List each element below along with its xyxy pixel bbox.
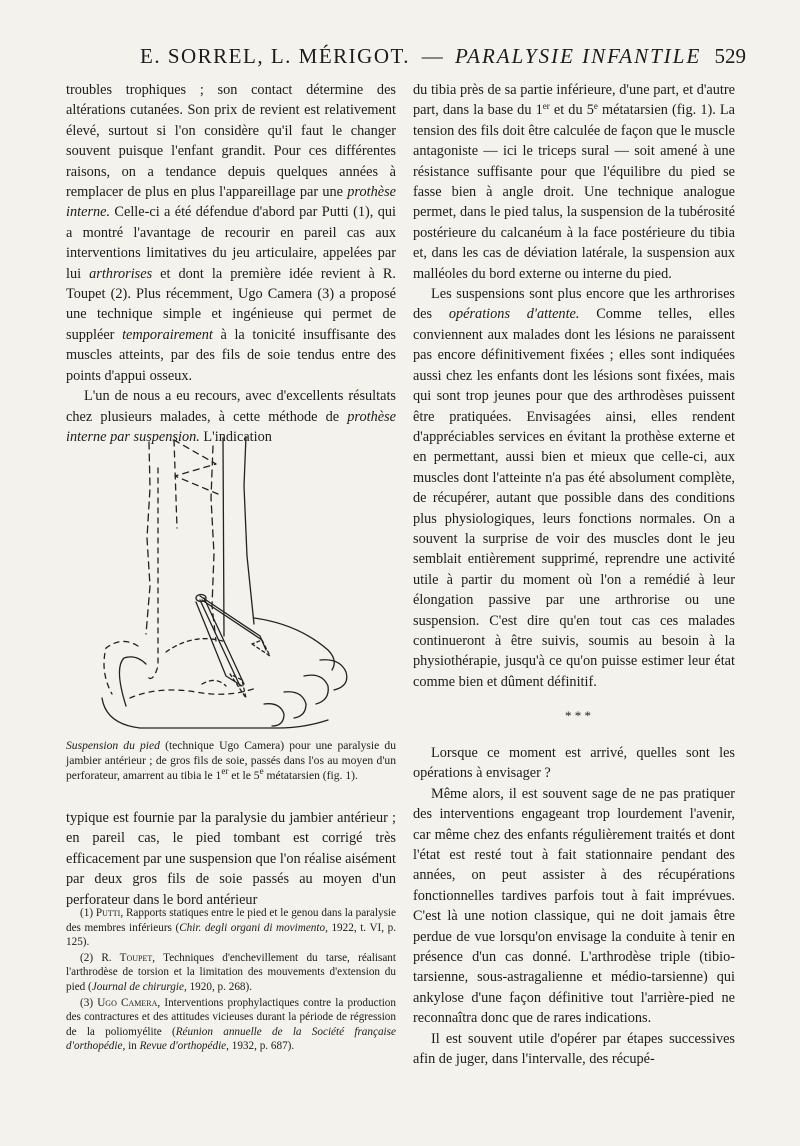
text-run: 1920, p. 268). <box>186 980 253 993</box>
right-paragraph-4: Même alors, il est souvent sage de ne pas pratiquer des interventions engageant trop lourdement l'avenir, car même chez des enfants régulièrement traités et dont l'état est resté tout à fait stationnaire pendant des années, on peut assister à des récupérations fonctionnelles tardives parfois tout à fait imprévues. C'est là une notion classique, qui ne doit jamais être perdue de vue lorsqu'on envisage la conduite à tenir en présence d'un cas donné. L'arthrodèse triple (tibio-tarsienne, sous-astragalienne et médio-tarsienne) qui ankylose d'une façon définitive tout l'arrière-pied ne reconnaîtra donc que de rares indications. <box>413 785 735 1027</box>
header-dash: — <box>421 44 444 68</box>
right-paragraph-5: Il est souvent utile d'opérer par étapes successives afin de juger, dans l'intervalle, des récupé- <box>413 1030 735 1068</box>
header-authors: E. SORREL, L. MÉRIGOT. <box>140 44 411 68</box>
text-run: Celle-ci a été défendue d'abord par Putti (1), qui a montré l'avantage de recourir en pareil cas aux interventions limitatives du jeu articulaire, appelées par lui <box>66 204 396 282</box>
right-paragraph-3: Lorsque ce moment est arrivé, quelles sont les opérations à envisager ? <box>413 745 735 782</box>
caption-lead: Suspension du pied <box>66 739 160 752</box>
text-run: Rapports statiques entre le pied et le genou dans la paralysie des membres inférieurs ( <box>66 907 396 934</box>
foot-illustration <box>66 436 396 736</box>
text-run: Techniques d'enchevillement du tarse, réalisant l'arthrodèse de torsion et la limitation des mouvements d'extension du pied ( <box>66 951 397 993</box>
footnote-author: R. Toupet, <box>101 951 156 964</box>
text-run: à la tonicité insuffisante des muscles atteints, par des fils de soie tendus entre des points d'appui osseux. <box>66 326 396 384</box>
emphasis: opérations d'attente. <box>448 306 580 323</box>
ordinal-sup: er <box>542 101 550 112</box>
running-title <box>140 44 701 69</box>
caption-text: métatarsien (fig. 1). <box>263 768 358 782</box>
text-run: Comme telles, elles conviennent aux malades dont les lésions ne paraissent pas encore définitivement fixées ; elles sont indiquées aussi chez les enfants dont les lésions sont fixées, mais qui sont trop jeunes pour que des arthrodèses puissent être pratiquées. Envisagées ainsi, elles rendent d'appréciables services en évitant la prothèse externe et en permettant, aussi bien et mieux que celle-ci, aux muscles dont l'atteinte n'a pas été absolument complète, de récupérer, autant que possible dans des conditions plus physiologiques, leurs fonctions normales. On a souvent la surprise de voir des muscles dont le jeu semblait entièrement supprimé, reprendre une activité utile à partir du moment où l'on a remédié à leur élongation passive par une arthrorise ou une suspension. C'est dire qu'en tout cas ces malades continueront à être suivis, soumis au besoin à la physiothérapie, jusqu'à ce qu'on puisse estimer leur état comme bien et dûment définitif. <box>413 306 735 690</box>
footnote-source: Revue d'orthopédie, <box>139 1040 229 1053</box>
caption-text: et le 5 <box>228 768 260 782</box>
caption-sup: e <box>259 765 264 776</box>
header-subject: PARALYSIE INFANTILE <box>455 44 702 68</box>
footnote-author: Ugo Camera, <box>97 996 161 1009</box>
text-run: Les suspensions sont plus encore que les arthrorises des <box>413 286 735 323</box>
running-header <box>66 44 746 72</box>
text-run: et du 5 <box>549 102 594 119</box>
left-paragraph-1 <box>66 80 396 386</box>
ordinal-sup: e <box>593 101 598 112</box>
footnote-2 <box>66 951 396 995</box>
text-run: Interventions prophylactiques contre la production des contractures et des attitudes vicieuses durant la période de régression de la poliomyélite ( <box>66 996 396 1038</box>
text-run: métatarsien (fig. 1). La tension des fils doit être calculée de façon que le muscle antagoniste — ici le triceps sural — soit amené à une résistance suffisante pour que l'équilibre du pied se fasse bien à angle droit. Une technique analogue permet, dans le pied talus, la suspension de la tubérosité postérieure du calcanéum à la face postérieure du tibia et, dans les cas de déviation latérale, la suspension aux malléoles du bord externe ou interne du pied. <box>413 102 735 282</box>
footnote-marker: (3) <box>80 996 98 1009</box>
right-column <box>413 80 735 692</box>
section-asterism: * * * <box>565 708 591 723</box>
text-run: L'indication <box>199 428 272 445</box>
right-paragraph-1 <box>413 80 735 284</box>
footnote-3 <box>66 996 396 1054</box>
caption-sup: er <box>221 765 229 776</box>
footnote-source: Chir. degli organi di movimento, <box>179 921 328 934</box>
footnote-marker: (1) <box>80 907 96 919</box>
right-paragraph-2 <box>413 284 735 692</box>
emphasis: temporairement <box>122 326 213 343</box>
footnote-marker: (2) <box>80 951 102 964</box>
left-paragraph-3: typique est fournie par la paralysie du jambier antérieur ; en pareil cas, le pied tombant est corrigé très efficacement par une suspension que l'on réalise aisément par deux gros fils de soie passés au moyen d'un perforateur dans le bord antérieur <box>66 810 396 908</box>
emphasis: prothèse interne par suspension. <box>66 408 396 445</box>
footnote-source: Réunion annuelle de la Société française d'orthopédie, <box>66 1025 396 1053</box>
footnote-source: Journal de chirurgie, <box>91 980 187 993</box>
emphasis: prothèse interne. <box>66 184 396 221</box>
footnotes <box>66 906 396 1055</box>
caption-text: (technique Ugo Camera) pour une paralysie du jambier antérieur ; de gros fils de soie, passés dans l'os au moyen d'un perforateur, amarrent au tibia le 1 <box>66 739 397 782</box>
page-number: 529 <box>714 44 746 68</box>
text-run: 1922, t. VI, p. 125). <box>66 921 397 949</box>
text-run: troubles trophiques ; son contact détermine des altérations cutanées. Son prix de revient est relativement élevé, surtout si l'on considère qu'il faut le changer souvent puisque l'enfant grandit. Pour ces différentes raisons, on a tendance depuis quelques années à remplacer de plus en plus l'appareillage par une <box>66 82 396 201</box>
footnote-1 <box>66 906 396 950</box>
emphasis: arthrorises <box>89 265 153 282</box>
text-run: et dont la première idée revient à R. Toupet (2). Plus récemment, Ugo Camera (3) a proposé une technique simple et ingénieuse qui permet de suppléer <box>66 265 396 343</box>
text-run: 1932, p. 687). <box>228 1040 295 1053</box>
foot-suspension-figure <box>66 436 396 736</box>
text-run: L'un de nous a eu recours, avec d'excellents résultats chez plusieurs malades, à cette méthode de <box>66 388 396 425</box>
figure-caption <box>66 739 396 783</box>
right-column-lower <box>413 743 735 1070</box>
text-run: in <box>125 1040 140 1053</box>
footnote-author: Putti, <box>95 907 124 919</box>
left-column <box>66 80 396 447</box>
text-run: du tibia près de sa partie inférieure, d'une part, et d'autre part, dans la base du 1 <box>413 82 735 119</box>
